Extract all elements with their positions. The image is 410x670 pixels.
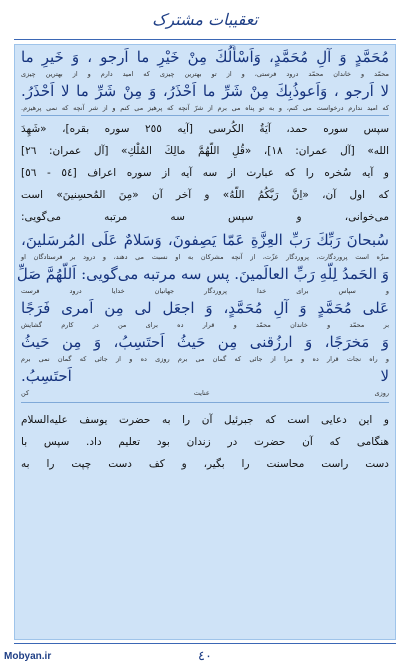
page-title: تعقیبات مشترک — [152, 10, 258, 29]
persian-text-line: كه اول آن، «اِنَّ رَبَّكُمُ اللّهُ» و آخر آن «مِنَ المُحسِنينَ» است — [21, 189, 389, 201]
persian-text-line: سپس سوره حمد، آيَةُ الكُرسى [آيه ٢٥٥ سوره بقره]، «شَهِدَ — [21, 123, 389, 135]
arabic-text-line: لا اَحتَسِبُ. — [21, 367, 389, 385]
arabic-text-line: وَ مَخرَجًا، وَ ارزُقنى مِن حَيثُ اَحتَسِبُ، وَ مِن حَيثُ — [21, 333, 389, 351]
persian-text-line: و آيه سُخره را که عبارت از سه آيه از سوره اعراف [٥٤ - ٥٦] — [21, 167, 389, 179]
arabic-text-line: وَ الحَمدُ لِلّهِ رَبِّ العالَمينَ. پس سه مرتبه مى‌گويى: اَللّهُمَّ صَلِّ — [16, 265, 389, 283]
translation-line: محمّد و خاندان محمّد درود فرستی، و از تو بهترین چیزی که امید دارم و از بهترین چیزی — [21, 70, 389, 78]
translation-line: و راه نجات قرار ده و مرا از جائی که گمان می برم روزی ده و از جائی که گمان نمی برم — [21, 355, 389, 363]
text-panel — [14, 44, 396, 640]
arabic-text-line: عَلى مُحَمَّدٍ وَ آلِ مُحَمَّدٍ، وَ اجعَل لى مِن اَمرى فَرَجًا — [21, 299, 389, 317]
page-number: ٤٠ — [198, 649, 212, 664]
footer-divider — [14, 643, 396, 644]
section-divider — [21, 115, 389, 116]
page-footer — [0, 641, 410, 670]
persian-text-line: الله» [آل عمران: ١٨]، «قُلِ اللّهُمَّ مالِكَ المُلْكِ» [آل عمران: ٢٦] — [21, 145, 389, 157]
arabic-text-line: مُحَمَّدٍ وَ آلِ مُحَمَّدٍ، وَاَسْأَلُكَ مِنْ خَيْرِ ما اَرجو ، وَ خَيرِ ما — [21, 48, 389, 66]
translation-line: و سپاس برای خدا پروردگار جهانیان خدایا درود فرست — [21, 287, 389, 295]
persian-text-line: دست راست محاسنت را بگير، و كف دست چپت را به — [21, 458, 389, 470]
persian-text-line: مى‌خوانى، و سپس سه مرتبه مى‌گويى: — [21, 211, 389, 223]
persian-text-line: هنگامى كه آن حضرت در زندان بود تعليم داد. سپس با — [21, 436, 389, 448]
translation-line: که امید ندارم درخواست می کنم، و به تو پناه می برم از شرّ آنچه که پرهیز می کنم و از شر آنچه که نمی پرهیزم. — [21, 104, 389, 112]
translation-line: منزّه است پروردگارت، پروردگار عزّت، از آنچه مشرکان به او نسبت می دهند، و درود بر فرستادگان او — [21, 253, 389, 261]
arabic-text-line: سُبحانَ رَبِّكَ رَبِّ العِزَّةِ عَمّا يَصِفونَ، وَسَلامٌ عَلَى المُرسَلينَ، — [21, 231, 389, 249]
site-watermark: Mobyan.ir — [4, 651, 52, 662]
persian-text-line: و اين دعايى است كه جبرئيل آن را به حضرت يوسف عليه‌السلام — [21, 414, 389, 426]
section-divider — [21, 402, 389, 403]
arabic-text-line: لا اَرجو ، وَاَعوذُبِكَ مِنْ شَرِّ ما اَحْذَرُ، وَ مِنْ شَرِّ ما لا اَحْذَرُ. — [21, 82, 389, 100]
header-divider — [14, 39, 396, 40]
page-header — [0, 4, 410, 44]
translation-line: بر محمّد و خاندان محمّد و قرار ده برای من در کارم گشایش — [21, 321, 389, 329]
translation-line: روزی عنایت کن — [21, 389, 389, 397]
